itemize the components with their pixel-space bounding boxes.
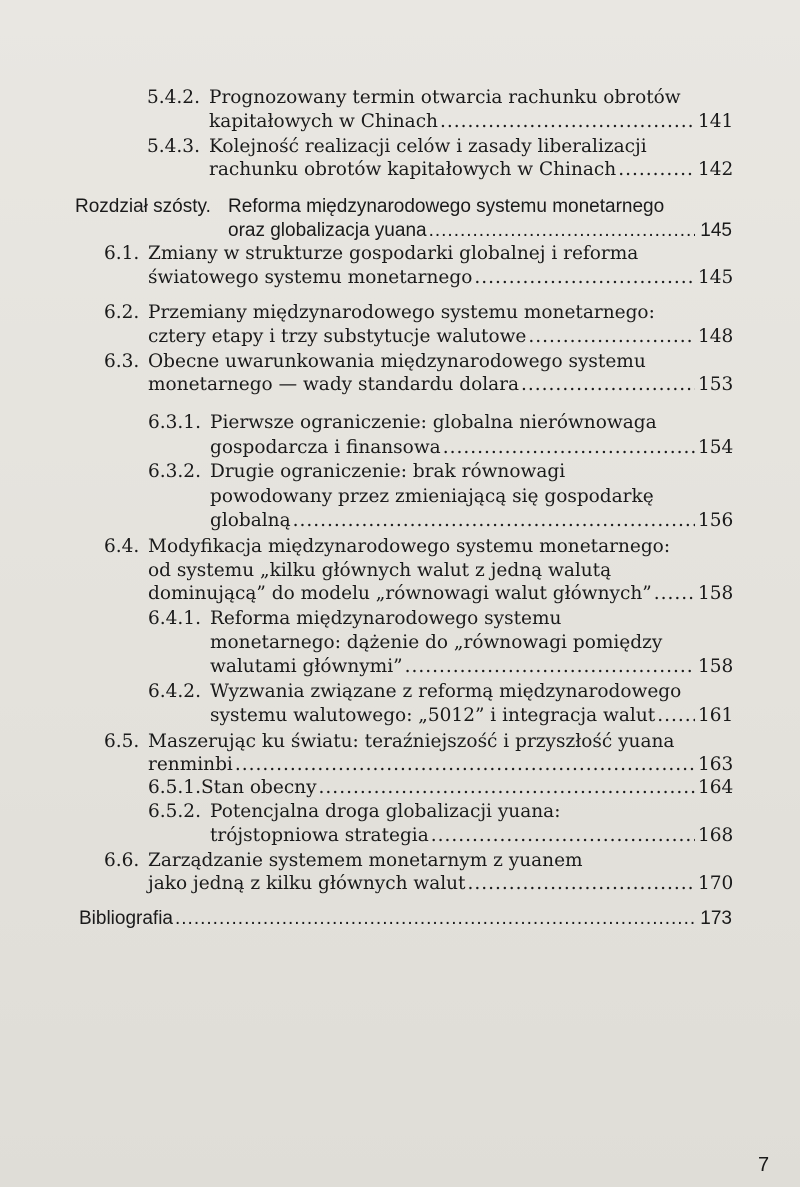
toc-entry-title: gospodarcza i finansowa <box>210 437 441 458</box>
toc-entry-title: Zarządzanie systemem monetarnym z yuanem <box>148 850 583 871</box>
toc-entry-6-3-2-line-1 <box>148 460 732 484</box>
toc-page-number: 168 <box>698 825 734 846</box>
toc-entry-title: jako jedną z kilku głównych walut <box>148 873 466 894</box>
toc-chapter-title: oraz globalizacja yuana <box>228 220 427 241</box>
toc-leader-dots <box>468 872 696 896</box>
toc-entry-title: Drugie ograniczenie: brak równowagi <box>210 461 566 482</box>
toc-entry-5-4-3-line-2 <box>209 158 732 182</box>
toc-entry-6-4-2-line-2 <box>210 704 732 728</box>
toc-page-number: 170 <box>698 873 734 894</box>
toc-page-number: 148 <box>698 326 734 347</box>
toc-entry-5-4-3-line-1 <box>147 135 732 159</box>
toc-entry-title: Bibliografia <box>79 908 173 929</box>
toc-chapter-6-line-1 <box>75 195 732 219</box>
toc-entry-6-1-line-2 <box>148 266 732 290</box>
toc-entry-6-4-2-line-1 <box>148 680 732 704</box>
toc-entry-title: od systemu „kilku głównych walut z jedną walutą <box>148 560 612 581</box>
toc-entry-6-5-1 <box>148 776 732 800</box>
toc-leader-dots <box>405 655 695 679</box>
toc-entry-title: Reforma międzynarodowego systemu <box>210 608 562 629</box>
toc-entry-6-4-line-3 <box>148 582 732 606</box>
toc-entry-title: Przemiany międzynarodowego systemu monetarnego: <box>148 302 655 323</box>
toc-leader-dots <box>175 907 695 931</box>
toc-leader-dots <box>657 704 695 728</box>
toc-entry-title: powodowany przez zmieniającą się gospodarkę <box>210 486 654 507</box>
toc-entry-6-2-line-2 <box>148 325 732 349</box>
toc-entry-6-6-line-1 <box>104 849 732 873</box>
toc-leader-dots <box>319 776 695 800</box>
toc-page-number: 158 <box>698 656 734 677</box>
toc-entry-title: walutami głównymi” <box>210 656 403 677</box>
page-number: 7 <box>758 1154 770 1176</box>
toc-entry-number: 6.3. <box>104 351 140 372</box>
toc-entry-5-4-2-line-1 <box>147 86 732 110</box>
toc-entry-number: 6.4.2. <box>148 681 201 702</box>
toc-entry-number: 6.3.1. <box>148 412 201 433</box>
toc-leader-dots <box>654 582 695 606</box>
toc-entry-5-4-2-line-2 <box>209 110 732 134</box>
toc-entry-title: światowego systemu monetarnego <box>148 267 473 288</box>
toc-leader-dots <box>429 219 695 243</box>
toc-page-number: 164 <box>698 777 734 798</box>
toc-entry-title: rachunku obrotów kapitałowych w Chinach <box>209 159 617 180</box>
toc-entry-number: 5.4.2. <box>147 87 200 108</box>
toc-page-number: 145 <box>700 220 732 241</box>
toc-leader-dots <box>528 325 695 349</box>
toc-entry-title: Wyzwania związane z reformą międzynarodowego <box>210 681 682 702</box>
toc-entry-6-3-1-line-2 <box>210 436 732 460</box>
toc-entry-title: Pierwsze ograniczenie: globalna nierównowaga <box>210 412 657 433</box>
toc-entry-title: Potencjalna droga globalizacji yuana: <box>210 801 561 822</box>
toc-entry-6-2-line-1 <box>104 301 732 325</box>
toc-entry-title: cztery etapy i trzy substytucje walutowe <box>148 326 527 347</box>
toc-entry-6-3-2-line-2 <box>210 485 732 509</box>
toc-entry-6-4-line-1 <box>104 535 732 559</box>
toc-page-number: 158 <box>698 583 734 604</box>
toc-entry-number: 6.4.1. <box>148 608 201 629</box>
toc-bibliography <box>79 907 732 931</box>
toc-entry-6-4-1-line-2 <box>210 631 732 655</box>
toc-leader-dots <box>431 824 695 848</box>
toc-leader-dots <box>235 753 695 777</box>
toc-entry-title: Obecne uwarunkowania międzynarodowego systemu <box>148 351 646 372</box>
toc-entry-number: 5.4.3. <box>147 136 200 157</box>
toc-chapter-label: Rozdział szósty. <box>75 196 211 217</box>
toc-entry-6-3-line-2 <box>148 373 732 397</box>
toc-entry-title: Kolejność realizacji celów i zasady liberalizacji <box>209 136 647 157</box>
toc-leader-dots <box>474 266 695 290</box>
toc-entry-title: monetarnego: dążenie do „równowagi pomiędzy <box>210 632 663 653</box>
toc-chapter-title: Reforma międzynarodowego systemu monetarnego <box>228 196 665 217</box>
toc-leader-dots <box>440 110 695 134</box>
toc-page-number: 173 <box>700 908 732 929</box>
toc-entry-number: 6.6. <box>104 850 140 871</box>
toc-entry-6-4-1-line-1 <box>148 607 732 631</box>
toc-entry-title: Zmiany w strukturze gospodarki globalnej i reforma <box>148 243 639 264</box>
toc-entry-6-3-line-1 <box>104 350 732 374</box>
toc-entry-6-4-1-line-3 <box>210 655 732 679</box>
toc-leader-dots <box>293 509 695 533</box>
toc-entry-number: 6.5.1. <box>148 777 201 798</box>
toc-entry-6-5-line-1 <box>104 730 732 754</box>
toc-entry-title: monetarnego — wady standardu dolara <box>148 374 520 395</box>
toc-entry-title: globalną <box>210 510 291 531</box>
toc-entry-number: 6.1. <box>104 243 140 264</box>
toc-entry-title: Stan obecny <box>200 777 317 798</box>
toc-entry-title: renminbi <box>148 754 233 775</box>
toc-page-number: 163 <box>698 754 734 775</box>
toc-page-number: 141 <box>698 111 734 132</box>
toc-page-number: 154 <box>698 437 734 458</box>
toc-entry-title: Maszerując ku światu: teraźniejszość i przyszłość yuana <box>148 731 675 752</box>
toc-page-number: 161 <box>698 705 734 726</box>
toc-entry-6-5-line-2 <box>148 753 732 777</box>
toc-entry-6-5-2-line-1 <box>148 800 732 824</box>
toc-entry-title: dominującą” do modelu „równowagi walut głównych” <box>148 583 652 604</box>
toc-leader-dots <box>618 158 695 182</box>
toc-entry-title: Modyfikacja międzynarodowego systemu monetarnego: <box>148 536 671 557</box>
toc-entry-title: trójstopniowa strategia <box>210 825 429 846</box>
toc-entry-number: 6.5.2. <box>148 801 201 822</box>
toc-entry-number: 6.2. <box>104 302 140 323</box>
toc-page-number: 153 <box>698 374 734 395</box>
toc-entry-6-3-2-line-3 <box>210 509 732 533</box>
toc-entry-6-1-line-1 <box>104 242 732 266</box>
toc-chapter-6-line-2 <box>228 219 732 243</box>
toc-entry-title: kapitałowych w Chinach <box>209 111 438 132</box>
toc-entry-title: Prognozowany termin otwarcia rachunku obrotów <box>209 87 681 108</box>
toc-entry-6-6-line-2 <box>148 872 732 896</box>
toc-leader-dots <box>443 436 695 460</box>
toc-entry-6-4-line-2 <box>148 559 732 583</box>
toc-entry-number: 6.4. <box>104 536 140 557</box>
toc-entry-number: 6.3.2. <box>148 461 201 482</box>
toc-page-number: 142 <box>698 159 734 180</box>
toc-leader-dots <box>521 373 695 397</box>
toc-entry-6-5-2-line-2 <box>210 824 732 848</box>
toc-entry-6-3-1-line-1 <box>148 411 732 435</box>
toc-page-number: 156 <box>698 510 734 531</box>
toc-page-number: 145 <box>698 267 734 288</box>
toc-entry-number: 6.5. <box>104 731 140 752</box>
toc-entry-title: systemu walutowego: „5012” i integracja walut <box>210 705 656 726</box>
